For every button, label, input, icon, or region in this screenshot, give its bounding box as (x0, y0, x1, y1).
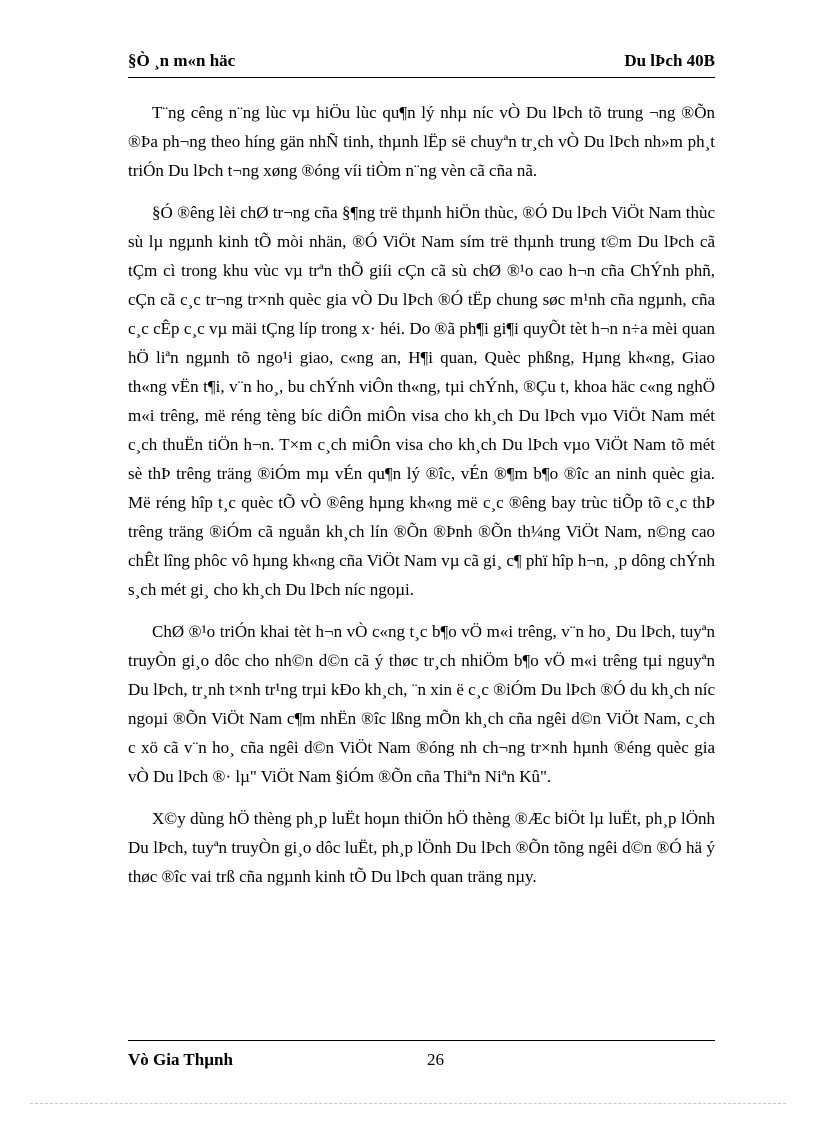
page-footer (128, 1040, 715, 1071)
page-bottom-divider (30, 1103, 786, 1104)
paragraph-3: ChØ ®¹o triÓn khai tèt h¬n vÒ c«ng t¸c b¶o vÖ m«i trêng, v¨n ho¸ Du lÞch, tuyªn truyÒn gi¸o dôc cho nh©n d©n cã ý thøc tr¸ch nhiÖm b¶o vÖ m«i trêng tµi nguyªn Du lÞch, tr¸nh t×nh tr¹ng trµi kÐo kh¸ch, ¨n xin ë c¸c ®iÓm Du lÞch ®Ó du kh¸ch níc ngoµi ®Õn ViÖt Nam c¶m nhËn ®îc lßng mÕn kh¸ch cña ngêi d©n ViÖt Nam, c¸ch c xö cã v¨n ho¸ cña ngêi d©n ViÖt Nam ®óng nh ch¬ng tr×nh hµnh ®éng quèc gia vÒ Du lÞch ®· lµ" ViÖt Nam §iÓm ®Õn cña Thiªn Niªn Kû". (128, 622, 715, 786)
paragraph-2: §Ó ®êng lèi chØ tr¬ng cña §¶ng trë thµnh hiÖn thùc, ®Ó Du lÞch ViÖt Nam thùc sù lµ ngµnh kinh tÕ mòi nhän, ®Ó ViÖt Nam sím trë thµnh trung t©m Du lÞch cã tÇm cì trong khu vùc vµ trªn thÕ giíi cÇn cã sù chØ ®¹o cao h¬n cña ChÝnh phñ, cÇn cã c¸c tr¬ng tr×nh quèc gia vÒ Du lÞch ®Ó tËp chung søc m¹nh cña ngµnh, cña c¸c cÊp c¸c vµ mäi tÇng líp trong x· héi. Do ®ã ph¶i gi¶i quyÕt tèt h¬n n÷a mèi quan hÖ liªn ngµnh tõ ngo¹i giao, c«ng an, H¶i quan, Quèc phßng, Hµng kh«ng, Giao th«ng vËn t¶i, v¨n ho¸, bu chÝnh viÔn th«ng, tµi chÝnh, ®Çu t, khoa häc c«ng nghÖ m«i trêng, më réng tèng bíc diÔn miÔn visa cho kh¸ch Du lÞch vµo ViÖt Nam mét c¸ch thuËn tiÖn h¬n. T×m c¸ch miÔn visa cho kh¸ch Du lÞch vµo ViÖt Nam tõ mét sè thÞ trêng träng ®iÓm mµ vÉn qu¶n lý ®îc, vÉn ®¶m b¶o ®îc an ninh quèc gia. Më réng hîp t¸c quèc tÕ vÒ ®êng hµng kh«ng më c¸c ®êng bay trùc tiÕp tõ c¸c thÞ trêng träng ®iÓm cã nguån kh¸ch lín ®Õn ®Þnh ®Õn th¼ng ViÖt Nam, n©ng cao chÊt lîng phôc vô hµng kh«ng cña ViÖt Nam vµ cã gi¸ c¶ phï hîp h¬n, ¸p dông chÝnh s¸ch mét gi¸ cho kh¸ch Du lÞch níc ngoµi. (128, 203, 715, 599)
page-header (128, 51, 715, 78)
paragraph-4: X©y dùng hÖ thèng ph¸p luËt hoµn thiÖn hÖ thèng ®Æc biÖt lµ luËt, ph¸p lÖnh Du lÞch, tuyªn truyÒn gi¸o dôc luËt, ph¸p lÖnh Du lÞch ®Õn tõng ngêi d©n ®Ó hä ý thøc ®îc vai trß cña ngµnh kinh tÕ Du lÞch quan träng nµy. (128, 809, 715, 886)
footer-author: Vò Gia Thµnh (128, 1050, 233, 1069)
document-body (128, 98, 715, 904)
paragraph-1: T¨ng cêng n¨ng lùc vµ hiÖu lùc qu¶n lý nhµ níc vÒ Du lÞch tõ trung ¬ng ®Õn ®Þa ph¬ng theo híng gän nhÑ tinh, thµnh lËp së chuyªn tr¸ch vÒ Du lÞch nh»m ph¸t triÓn Du lÞch t¬ng xøng ®óng víi tiÒm n¨ng vèn cã cña nã. (128, 103, 715, 180)
header-class-name: Du lÞch 40B (624, 51, 715, 70)
header-course-title: §Ò ¸n m«n häc (128, 51, 236, 70)
page-number: 26 (427, 1050, 444, 1069)
